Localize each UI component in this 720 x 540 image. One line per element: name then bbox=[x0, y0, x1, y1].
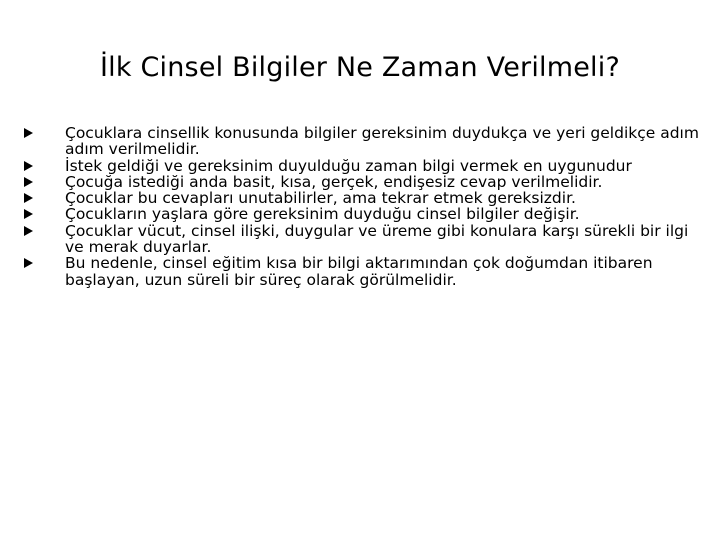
bullet-list bbox=[24, 125, 704, 288]
arrowhead-bullet-icon bbox=[24, 226, 33, 236]
list-item bbox=[24, 255, 704, 288]
bullet-text: İstek geldiği ve gereksinim duyulduğu zaman bilgi vermek en uygunudur bbox=[65, 156, 632, 175]
arrowhead-bullet-icon bbox=[24, 193, 33, 203]
bullet-text: Çocukların yaşlara göre gereksinim duyduğu cinsel bilgiler değişir. bbox=[65, 205, 580, 224]
list-item bbox=[24, 223, 704, 256]
slide-title: İlk Cinsel Bilgiler Ne Zaman Verilmeli? bbox=[100, 52, 620, 83]
list-item bbox=[24, 190, 704, 206]
arrowhead-bullet-icon bbox=[24, 258, 33, 268]
bullet-text: Çocuklar vücut, cinsel ilişki, duygular ve üreme gibi konulara karşı sürekli bir ilgi ve merak duyarlar. bbox=[65, 221, 689, 257]
arrowhead-bullet-icon bbox=[24, 209, 33, 219]
list-item bbox=[24, 174, 704, 190]
bullet-text: Bu nedenle, cinsel eğitim kısa bir bilgi aktarımından çok doğumdan itibaren başlayan, uzun süreli bir süreç olarak görülmelidir. bbox=[65, 254, 653, 289]
arrowhead-bullet-icon bbox=[24, 161, 33, 171]
bullet-text: Çocuklar bu cevapları unutabilirler, ama tekrar etmek gereksizdir. bbox=[65, 189, 576, 208]
list-item bbox=[24, 206, 704, 222]
bullet-text: Çocuklara cinsellik konusunda bilgiler gereksinim duydukça ve yeri geldikçe adım adım verilmelidir. bbox=[65, 124, 699, 159]
arrowhead-bullet-icon bbox=[24, 177, 33, 187]
arrowhead-bullet-icon bbox=[24, 128, 33, 138]
list-item bbox=[24, 158, 704, 174]
list-item bbox=[24, 125, 704, 158]
bullet-text: Çocuğa istediği anda basit, kısa, gerçek, endişesiz cevap verilmelidir. bbox=[65, 172, 603, 191]
